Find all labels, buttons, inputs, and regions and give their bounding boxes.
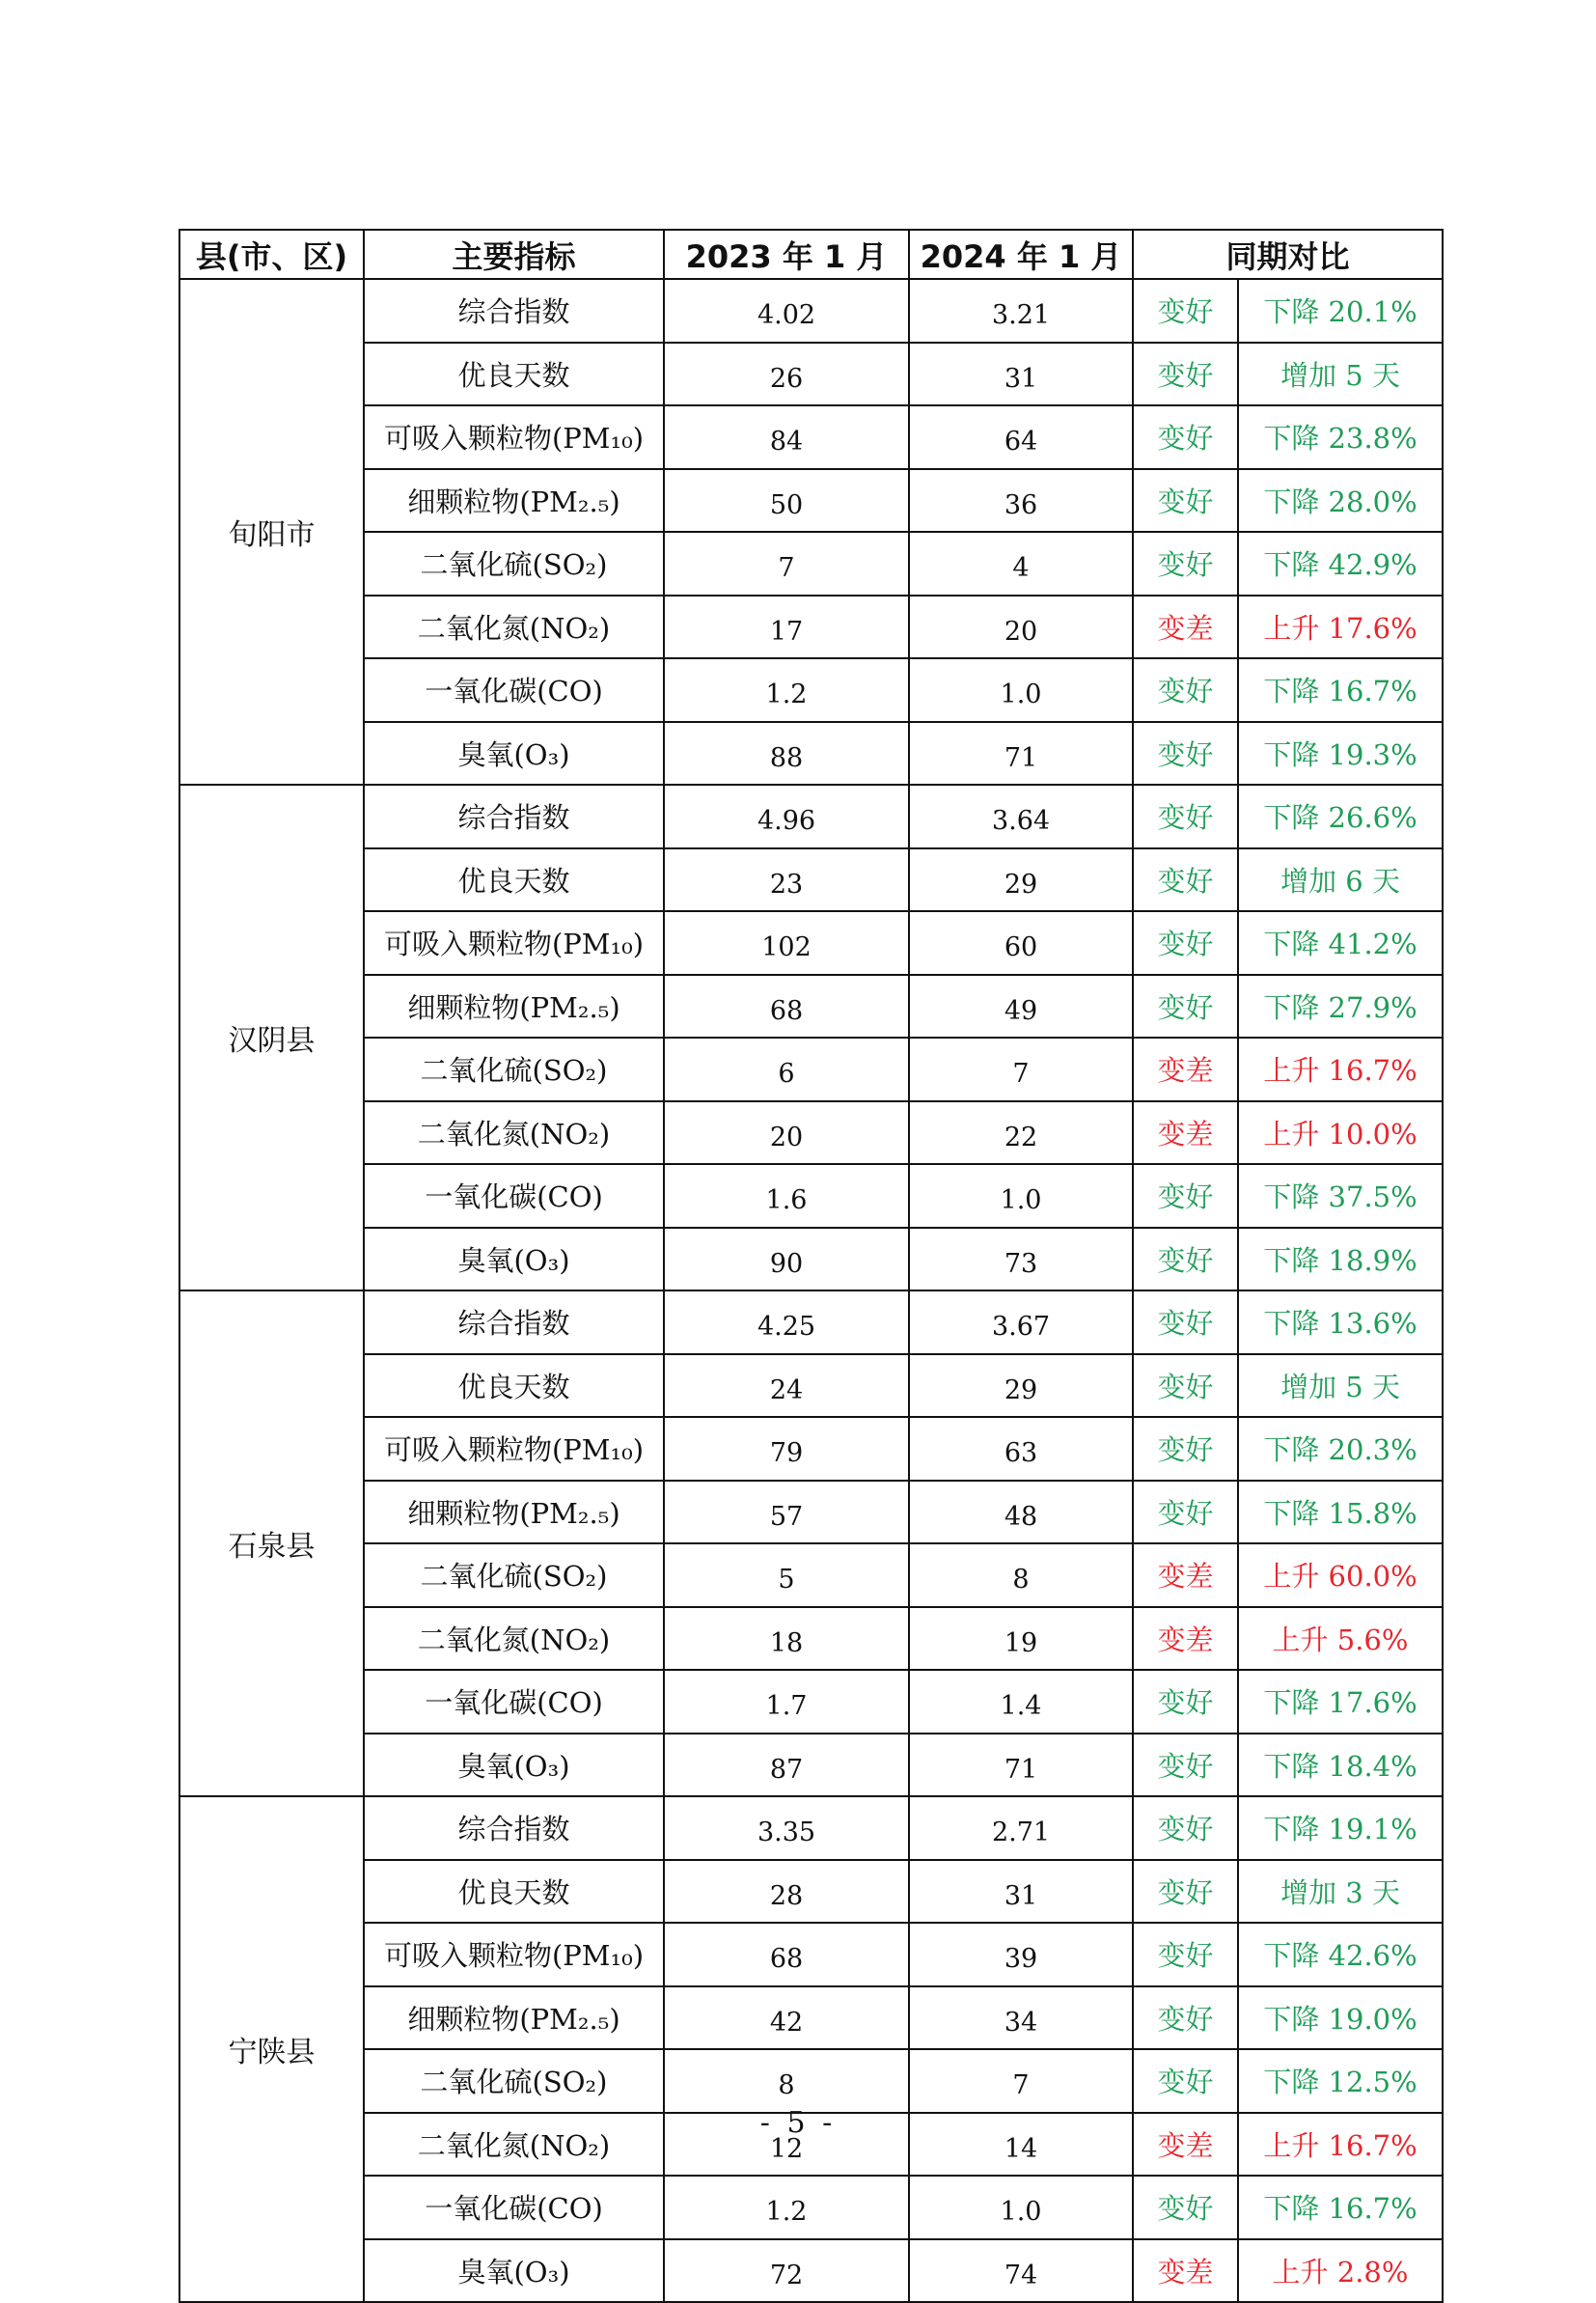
value-2023: 102 bbox=[664, 911, 909, 975]
table-header-row bbox=[179, 230, 1443, 279]
trend-label: 变好 bbox=[1133, 1228, 1238, 1291]
trend-label: 变好 bbox=[1133, 785, 1238, 848]
value-2023: 18 bbox=[664, 1607, 909, 1671]
indicator-name: 细颗粒物(PM₂.₅) bbox=[364, 469, 664, 533]
change-label: 上升 10.0% bbox=[1238, 1101, 1443, 1165]
change-label: 下降 19.1% bbox=[1238, 1796, 1443, 1860]
value-2023: 68 bbox=[664, 1923, 909, 1986]
trend-label: 变好 bbox=[1133, 1290, 1238, 1354]
value-2024: 29 bbox=[909, 848, 1133, 912]
table-row bbox=[179, 1038, 1443, 1101]
value-2023: 26 bbox=[664, 343, 909, 406]
indicator-name: 二氧化氮(NO₂) bbox=[364, 1607, 664, 1671]
value-2023: 87 bbox=[664, 1734, 909, 1797]
indicator-name: 可吸入颗粒物(PM₁₀) bbox=[364, 405, 664, 469]
value-2024: 48 bbox=[909, 1481, 1133, 1544]
indicator-name: 综合指数 bbox=[364, 785, 664, 848]
trend-label: 变好 bbox=[1133, 722, 1238, 786]
table-row bbox=[179, 1417, 1443, 1481]
table-row bbox=[179, 1228, 1443, 1291]
value-2023: 68 bbox=[664, 975, 909, 1039]
table-row bbox=[179, 1481, 1443, 1544]
value-2023: 79 bbox=[664, 1417, 909, 1481]
table-row bbox=[179, 658, 1443, 722]
value-2024: 60 bbox=[909, 911, 1133, 975]
value-2024: 73 bbox=[909, 1228, 1133, 1291]
header-indicator: 主要指标 bbox=[364, 230, 664, 279]
indicator-name: 综合指数 bbox=[364, 1796, 664, 1860]
value-2023: 3.35 bbox=[664, 1796, 909, 1860]
table-row bbox=[179, 1796, 1443, 1860]
value-2024: 7 bbox=[909, 2049, 1133, 2113]
trend-label: 变好 bbox=[1133, 343, 1238, 406]
value-2023: 88 bbox=[664, 722, 909, 786]
value-2024: 2.71 bbox=[909, 1796, 1133, 1860]
table-row bbox=[179, 722, 1443, 786]
county-name: 宁陕县 bbox=[179, 1796, 364, 2302]
table-row bbox=[179, 1290, 1443, 1354]
value-2024: 49 bbox=[909, 975, 1133, 1039]
trend-label: 变好 bbox=[1133, 658, 1238, 722]
header-2024: 2024 年 1 月 bbox=[909, 230, 1133, 279]
page-number: - 5 - bbox=[759, 2106, 837, 2140]
value-2024: 71 bbox=[909, 1734, 1133, 1797]
value-2023: 23 bbox=[664, 848, 909, 912]
trend-label: 变差 bbox=[1133, 596, 1238, 659]
indicator-name: 臭氧(O₃) bbox=[364, 2239, 664, 2303]
value-2024: 31 bbox=[909, 1860, 1133, 1924]
table-row bbox=[179, 1101, 1443, 1165]
value-2023: 4.25 bbox=[664, 1290, 909, 1354]
indicator-name: 二氧化硫(SO₂) bbox=[364, 532, 664, 596]
trend-label: 变差 bbox=[1133, 1543, 1238, 1607]
value-2024: 64 bbox=[909, 405, 1133, 469]
change-label: 上升 16.7% bbox=[1238, 2113, 1443, 2177]
change-label: 上升 5.6% bbox=[1238, 1607, 1443, 1671]
change-label: 增加 3 天 bbox=[1238, 1860, 1443, 1924]
value-2024: 74 bbox=[909, 2239, 1133, 2303]
value-2023: 84 bbox=[664, 405, 909, 469]
table-row bbox=[179, 785, 1443, 848]
change-label: 下降 18.9% bbox=[1238, 1228, 1443, 1291]
change-label: 下降 17.6% bbox=[1238, 1670, 1443, 1734]
trend-label: 变好 bbox=[1133, 1923, 1238, 1986]
indicator-name: 优良天数 bbox=[364, 848, 664, 912]
trend-label: 变好 bbox=[1133, 405, 1238, 469]
air-quality-table bbox=[179, 229, 1444, 2303]
indicator-name: 一氧化碳(CO) bbox=[364, 1670, 664, 1734]
value-2024: 7 bbox=[909, 1038, 1133, 1101]
table-row bbox=[179, 279, 1443, 343]
change-label: 下降 26.6% bbox=[1238, 785, 1443, 848]
trend-label: 变好 bbox=[1133, 1417, 1238, 1481]
value-2024: 3.21 bbox=[909, 279, 1133, 343]
value-2024: 34 bbox=[909, 1986, 1133, 2050]
change-label: 下降 42.6% bbox=[1238, 1923, 1443, 1986]
change-label: 下降 19.3% bbox=[1238, 722, 1443, 786]
trend-label: 变好 bbox=[1133, 2049, 1238, 2113]
table-row bbox=[179, 975, 1443, 1039]
trend-label: 变好 bbox=[1133, 911, 1238, 975]
trend-label: 变好 bbox=[1133, 2176, 1238, 2239]
table-row bbox=[179, 596, 1443, 659]
table-row bbox=[179, 911, 1443, 975]
indicator-name: 二氧化氮(NO₂) bbox=[364, 2113, 664, 2177]
change-label: 下降 19.0% bbox=[1238, 1986, 1443, 2050]
value-2023: 1.2 bbox=[664, 658, 909, 722]
value-2023: 1.2 bbox=[664, 2176, 909, 2239]
indicator-name: 可吸入颗粒物(PM₁₀) bbox=[364, 1923, 664, 1986]
indicator-name: 综合指数 bbox=[364, 1290, 664, 1354]
value-2024: 1.0 bbox=[909, 658, 1133, 722]
indicator-name: 细颗粒物(PM₂.₅) bbox=[364, 1481, 664, 1544]
county-name: 汉阴县 bbox=[179, 785, 364, 1290]
indicator-name: 臭氧(O₃) bbox=[364, 722, 664, 786]
indicator-name: 二氧化硫(SO₂) bbox=[364, 2049, 664, 2113]
value-2024: 1.4 bbox=[909, 1670, 1133, 1734]
value-2023: 4.02 bbox=[664, 279, 909, 343]
value-2023: 72 bbox=[664, 2239, 909, 2303]
table-row bbox=[179, 2049, 1443, 2113]
county-name: 旬阳市 bbox=[179, 279, 364, 785]
indicator-name: 细颗粒物(PM₂.₅) bbox=[364, 1986, 664, 2050]
value-2024: 4 bbox=[909, 532, 1133, 596]
trend-label: 变好 bbox=[1133, 975, 1238, 1039]
change-label: 增加 5 天 bbox=[1238, 343, 1443, 406]
change-label: 上升 60.0% bbox=[1238, 1543, 1443, 1607]
change-label: 下降 27.9% bbox=[1238, 975, 1443, 1039]
indicator-name: 臭氧(O₃) bbox=[364, 1734, 664, 1797]
change-label: 下降 13.6% bbox=[1238, 1290, 1443, 1354]
indicator-name: 臭氧(O₃) bbox=[364, 1228, 664, 1291]
change-label: 下降 16.7% bbox=[1238, 658, 1443, 722]
value-2024: 3.64 bbox=[909, 785, 1133, 848]
change-label: 下降 12.5% bbox=[1238, 2049, 1443, 2113]
trend-label: 变好 bbox=[1133, 279, 1238, 343]
header-2023: 2023 年 1 月 bbox=[664, 230, 909, 279]
indicator-name: 优良天数 bbox=[364, 1860, 664, 1924]
table-row bbox=[179, 405, 1443, 469]
change-label: 增加 5 天 bbox=[1238, 1354, 1443, 1418]
value-2023: 42 bbox=[664, 1986, 909, 2050]
value-2024: 31 bbox=[909, 343, 1133, 406]
value-2024: 22 bbox=[909, 1101, 1133, 1165]
change-label: 上升 16.7% bbox=[1238, 1038, 1443, 1101]
value-2024: 8 bbox=[909, 1543, 1133, 1607]
header-county: 县(市、区) bbox=[179, 230, 364, 279]
indicator-name: 综合指数 bbox=[364, 279, 664, 343]
value-2024: 63 bbox=[909, 1417, 1133, 1481]
value-2023: 24 bbox=[664, 1354, 909, 1418]
trend-label: 变好 bbox=[1133, 532, 1238, 596]
value-2024: 71 bbox=[909, 722, 1133, 786]
indicator-name: 一氧化碳(CO) bbox=[364, 2176, 664, 2239]
value-2023: 6 bbox=[664, 1038, 909, 1101]
trend-label: 变好 bbox=[1133, 1670, 1238, 1734]
indicator-name: 优良天数 bbox=[364, 1354, 664, 1418]
change-label: 下降 28.0% bbox=[1238, 469, 1443, 533]
table-row bbox=[179, 2239, 1443, 2303]
indicator-name: 一氧化碳(CO) bbox=[364, 1164, 664, 1228]
trend-label: 变好 bbox=[1133, 1986, 1238, 2050]
value-2023: 50 bbox=[664, 469, 909, 533]
value-2023: 1.6 bbox=[664, 1164, 909, 1228]
table-row bbox=[179, 1607, 1443, 1671]
indicator-name: 一氧化碳(CO) bbox=[364, 658, 664, 722]
trend-label: 变差 bbox=[1133, 2239, 1238, 2303]
indicator-name: 二氧化氮(NO₂) bbox=[364, 1101, 664, 1165]
value-2024: 20 bbox=[909, 596, 1133, 659]
table-row bbox=[179, 1164, 1443, 1228]
change-label: 下降 41.2% bbox=[1238, 911, 1443, 975]
trend-label: 变好 bbox=[1133, 1734, 1238, 1797]
change-label: 上升 2.8% bbox=[1238, 2239, 1443, 2303]
value-2024: 29 bbox=[909, 1354, 1133, 1418]
change-label: 下降 16.7% bbox=[1238, 2176, 1443, 2239]
table-row bbox=[179, 2176, 1443, 2239]
indicator-name: 二氧化硫(SO₂) bbox=[364, 1038, 664, 1101]
value-2024: 39 bbox=[909, 1923, 1133, 1986]
trend-label: 变好 bbox=[1133, 1354, 1238, 1418]
change-label: 下降 23.8% bbox=[1238, 405, 1443, 469]
county-name: 石泉县 bbox=[179, 1290, 364, 1796]
value-2023: 4.96 bbox=[664, 785, 909, 848]
value-2023: 17 bbox=[664, 596, 909, 659]
table-row bbox=[179, 469, 1443, 533]
trend-label: 变好 bbox=[1133, 848, 1238, 912]
value-2023: 5 bbox=[664, 1543, 909, 1607]
change-label: 下降 15.8% bbox=[1238, 1481, 1443, 1544]
change-label: 增加 6 天 bbox=[1238, 848, 1443, 912]
value-2023: 90 bbox=[664, 1228, 909, 1291]
value-2024: 14 bbox=[909, 2113, 1133, 2177]
value-2023: 8 bbox=[664, 2049, 909, 2113]
table-row bbox=[179, 1986, 1443, 2050]
trend-label: 变好 bbox=[1133, 1164, 1238, 1228]
trend-label: 变差 bbox=[1133, 1038, 1238, 1101]
trend-label: 变好 bbox=[1133, 1796, 1238, 1860]
table-row bbox=[179, 1923, 1443, 1986]
value-2023: 57 bbox=[664, 1481, 909, 1544]
table-row bbox=[179, 1543, 1443, 1607]
value-2024: 1.0 bbox=[909, 2176, 1133, 2239]
trend-label: 变差 bbox=[1133, 2113, 1238, 2177]
trend-label: 变差 bbox=[1133, 1607, 1238, 1671]
table-row bbox=[179, 343, 1443, 406]
table-row bbox=[179, 1860, 1443, 1924]
trend-label: 变好 bbox=[1133, 1860, 1238, 1924]
trend-label: 变好 bbox=[1133, 1481, 1238, 1544]
indicator-name: 二氧化硫(SO₂) bbox=[364, 1543, 664, 1607]
table-row bbox=[179, 1354, 1443, 1418]
change-label: 下降 18.4% bbox=[1238, 1734, 1443, 1797]
change-label: 下降 20.1% bbox=[1238, 279, 1443, 343]
change-label: 下降 37.5% bbox=[1238, 1164, 1443, 1228]
change-label: 上升 17.6% bbox=[1238, 596, 1443, 659]
indicator-name: 优良天数 bbox=[364, 343, 664, 406]
value-2023: 1.7 bbox=[664, 1670, 909, 1734]
table-row bbox=[179, 1670, 1443, 1734]
value-2024: 36 bbox=[909, 469, 1133, 533]
change-label: 下降 20.3% bbox=[1238, 1417, 1443, 1481]
value-2024: 19 bbox=[909, 1607, 1133, 1671]
value-2024: 3.67 bbox=[909, 1290, 1133, 1354]
value-2023: 12 bbox=[664, 2113, 909, 2177]
header-comparison: 同期对比 bbox=[1133, 230, 1443, 279]
indicator-name: 细颗粒物(PM₂.₅) bbox=[364, 975, 664, 1039]
value-2023: 20 bbox=[664, 1101, 909, 1165]
change-label: 下降 42.9% bbox=[1238, 532, 1443, 596]
table-row bbox=[179, 848, 1443, 912]
indicator-name: 可吸入颗粒物(PM₁₀) bbox=[364, 911, 664, 975]
value-2024: 1.0 bbox=[909, 1164, 1133, 1228]
value-2023: 28 bbox=[664, 1860, 909, 1924]
table-row bbox=[179, 1734, 1443, 1797]
indicator-name: 可吸入颗粒物(PM₁₀) bbox=[364, 1417, 664, 1481]
indicator-name: 二氧化氮(NO₂) bbox=[364, 596, 664, 659]
trend-label: 变好 bbox=[1133, 469, 1238, 533]
value-2023: 7 bbox=[664, 532, 909, 596]
table-row bbox=[179, 532, 1443, 596]
trend-label: 变差 bbox=[1133, 1101, 1238, 1165]
